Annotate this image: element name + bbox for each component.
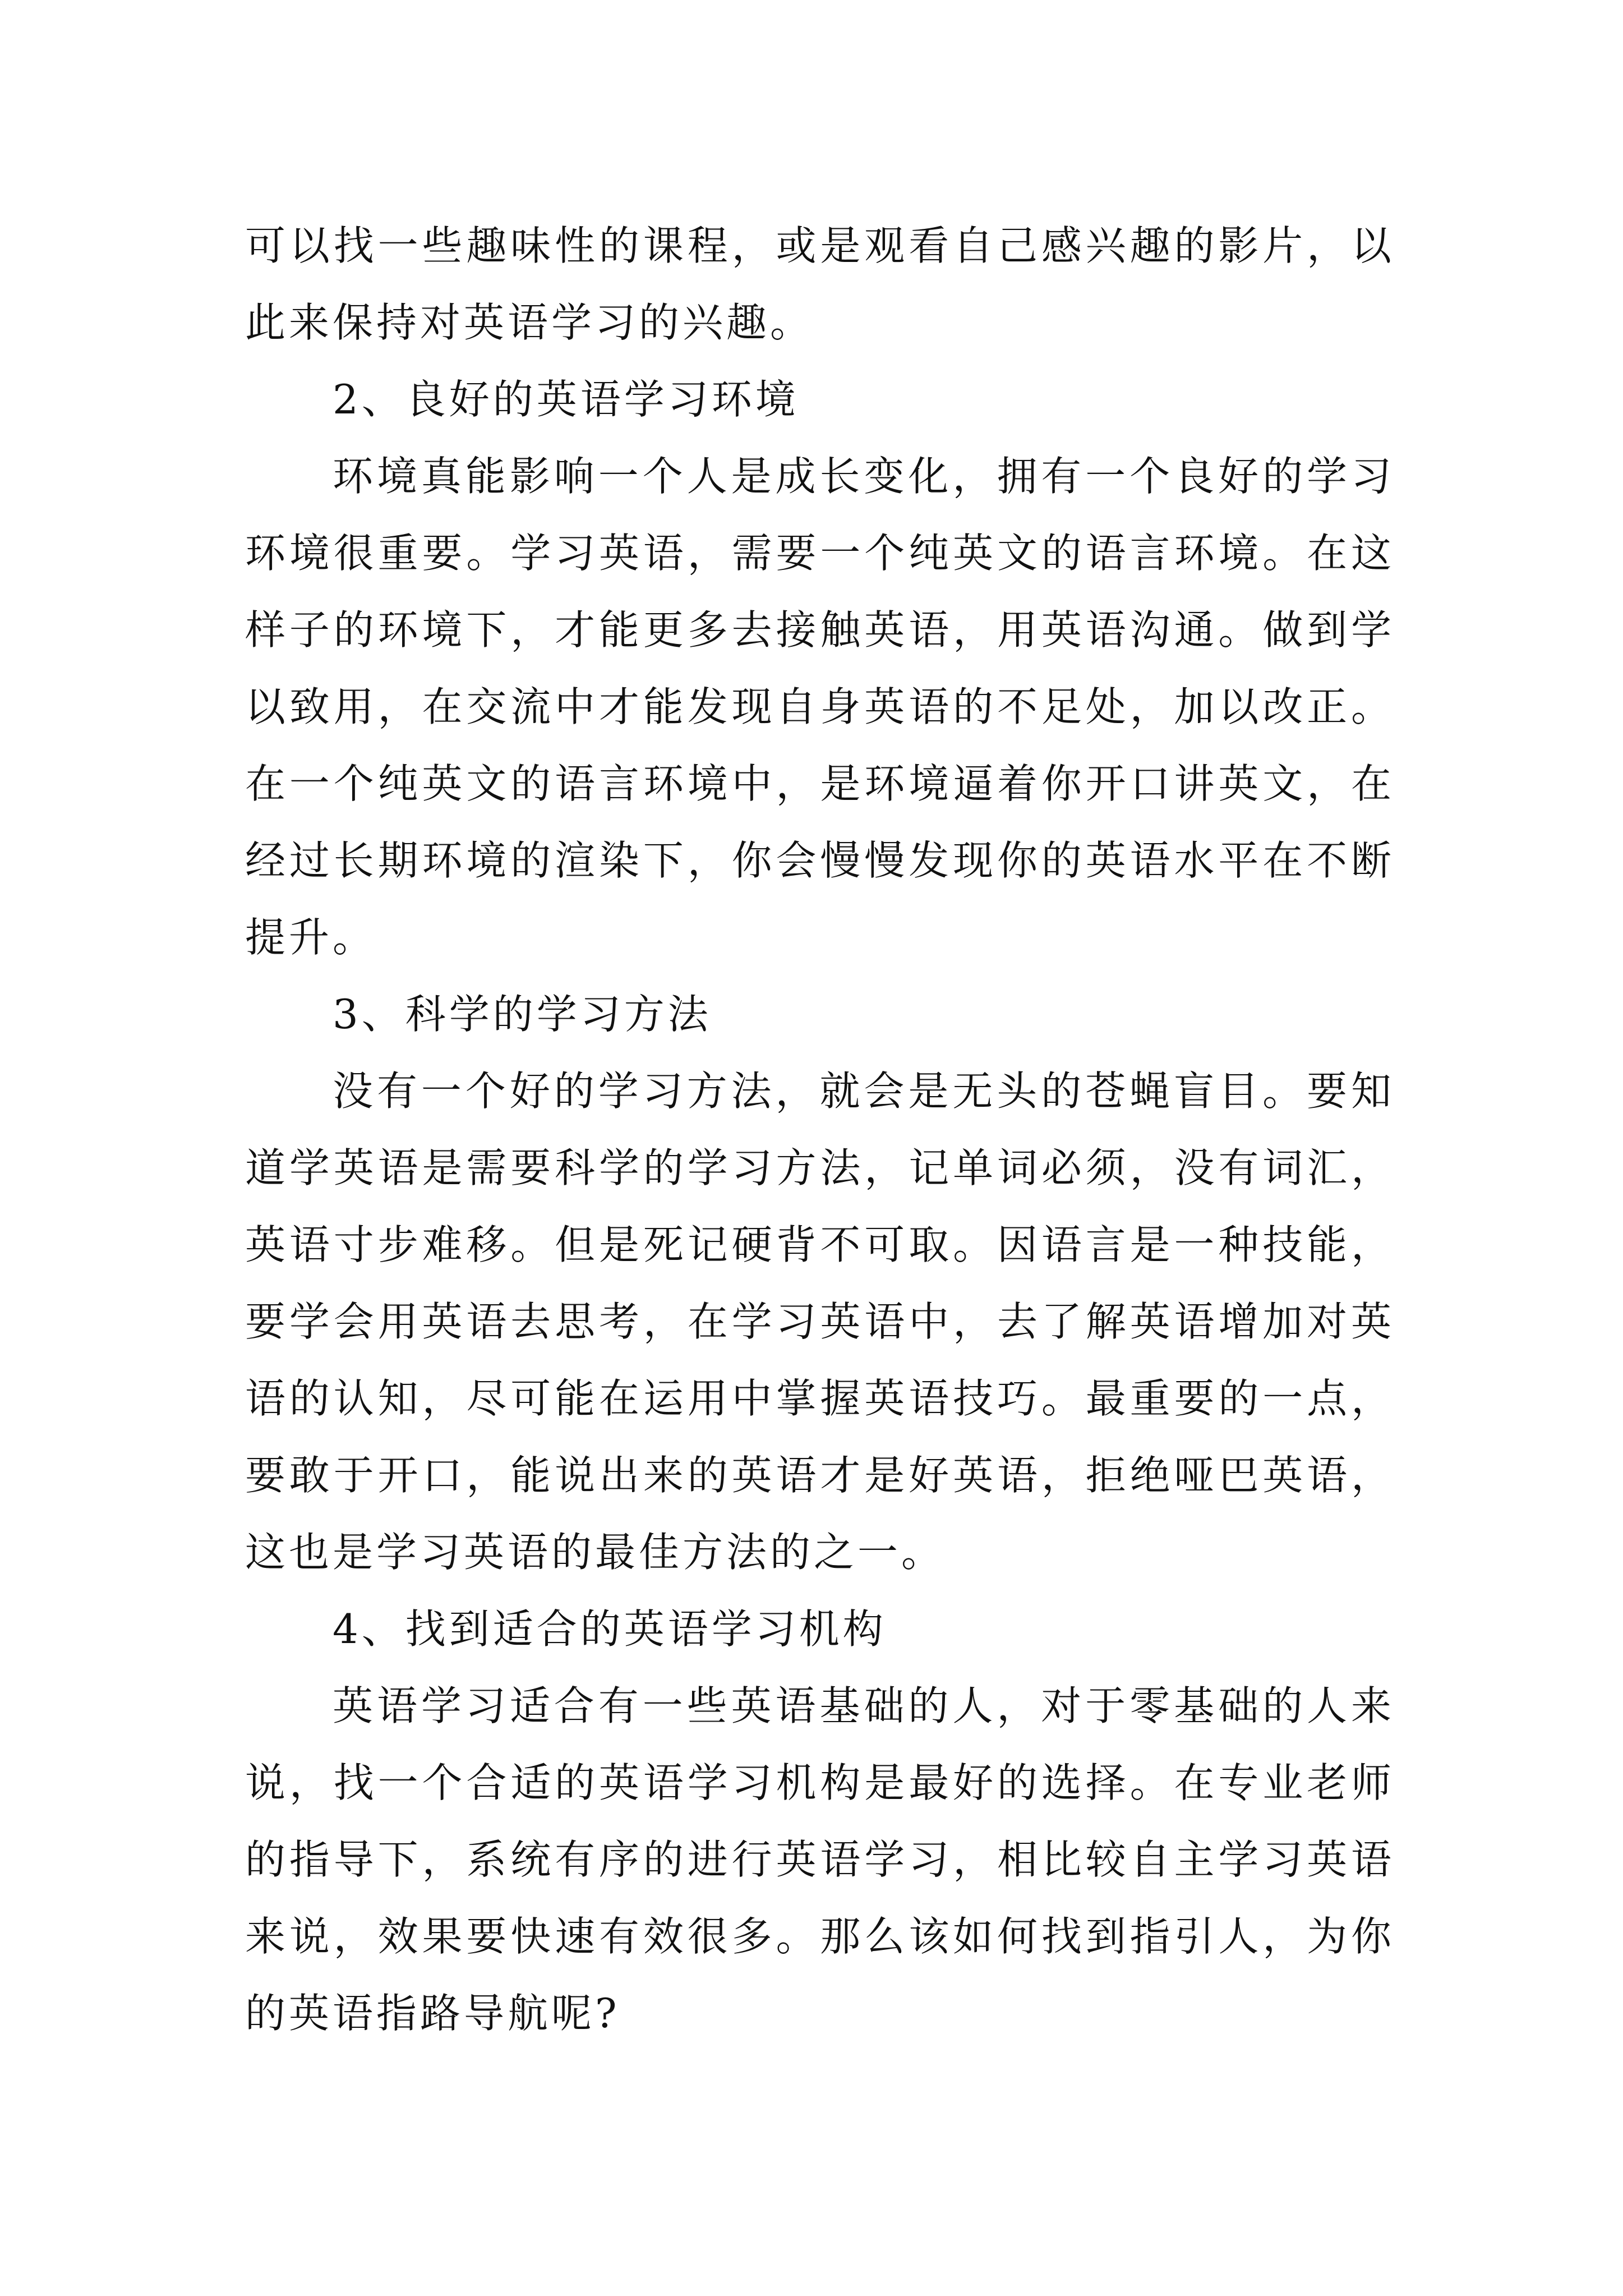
document-body xyxy=(245,208,1395,2052)
section-heading-4: 4、找到适合的英语学习机构 xyxy=(333,1605,887,1653)
section-heading-2: 2、良好的英语学习环境 xyxy=(333,376,799,423)
paragraph-learning-method: 没有一个好的学习方法，就会是无头的苍蝇盲目。要知道学英语是需要科学的学习方法，记单词必须，没有词汇，英语寸步难移。但是死记硬背不可取。因语言是一种技能，要学会用英语去思考，在学习英语中，去了解英语增加对英语的认知，尽可能在运用中掌握英语技巧。最重要的一点，要敢于开口，能说出来的英语才是好英语，拒绝哑巴英语，这也是学习英语的最佳方法的之一。 xyxy=(245,1068,1395,1576)
section-heading-3: 3、科学的学习方法 xyxy=(333,991,712,1038)
paragraph-learning-environment: 环境真能影响一个人是成长变化，拥有一个良好的学习环境很重要。学习英语，需要一个纯英文的语言环境。在这样子的环境下，才能更多去接触英语，用英语沟通。做到学以致用，在交流中才能发现自身英语的不足处，加以改正。在一个纯英文的语言环境中，是环境逼着你开口讲英文，在经过长期环境的渲染下，你会慢慢发现你的英语水平在不断提升。 xyxy=(245,453,1395,961)
paragraph-learning-institution: 英语学习适合有一些英语基础的人，对于零基础的人来说，找一个合适的英语学习机构是最好的选择。在专业老师的指导下，系统有序的进行英语学习，相比较自主学习英语来说，效果要快速有效很多。那么该如何找到指引人，为你的英语指路导航呢? xyxy=(245,1682,1395,2037)
paragraph-continuation: 可以找一些趣味性的课程，或是观看自己感兴趣的影片，以此来保持对英语学习的兴趣。 xyxy=(245,222,1395,346)
